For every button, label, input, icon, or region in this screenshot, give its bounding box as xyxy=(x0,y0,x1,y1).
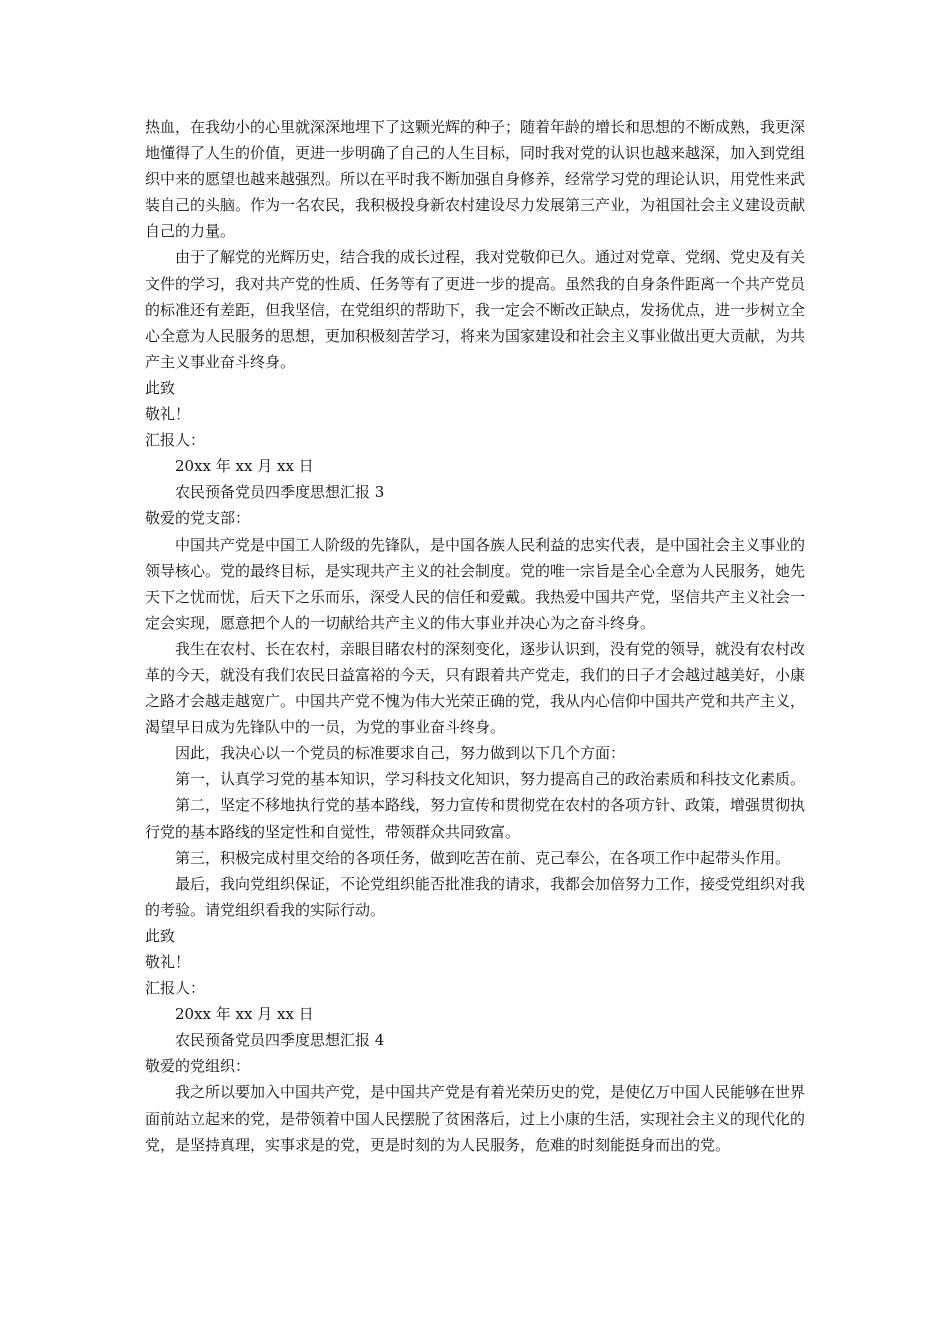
reporter-label: 汇报人： xyxy=(145,431,206,450)
closing-regards: 敬礼！ xyxy=(145,953,191,971)
paragraph: 因此，我决心以一个党员的标准要求自己，努力做到以下几个方面： xyxy=(175,744,626,763)
paragraph-intro: 热血，在我幼小的心里就深深地埋下了这颗光辉的种子；随着年龄的增长和思想的不断成熟，我更深地懂得了人生的价值，更进一步明确了自己的人生目标，同时我对党的认识也越来越深，加入到党组织中来的愿望也越来越强烈。所以在平时我不断加强自身修养，经常学习党的理论认识，用党性来武装自己的头脑。作为一名农民，我积极投身新农村建设尽力发展第三产业，为祖国社会主义建设贡献自己的力量。 xyxy=(145,118,806,241)
reporter-label: 汇报人： xyxy=(145,979,206,998)
paragraph: 最后，我向党组织保证，不论党组织能否批准我的请求，我都会加倍努力工作，接受党组织对我的考验。请党组织看我的实际行动。 xyxy=(145,874,806,919)
paragraph: 第三，积极完成村里交给的各项任务，做到吃苦在前、克己奉公，在各项工作中起带头作用。 xyxy=(175,848,791,867)
paragraph: 我之所以要加入中国共产党，是中国共产党是有着光荣历史的党，是使亿万中国人民能够在世界面前站立起来的党，是带领着中国人民摆脱了贫困落后，过上小康的生活，实现社会主义的现代化的党，是坚持真理，实事求是的党，更是时刻的为人民服务，危难的时刻能挺身而出的党。 xyxy=(145,1083,806,1154)
section-title: 农民预备党员四季度思想汇报 3 xyxy=(175,483,385,502)
paragraph: 第一，认真学习党的基本知识，学习科技文化知识，努力提高自己的政治素质和科技文化素质。 xyxy=(175,770,806,789)
closing-regards: 敬礼！ xyxy=(145,405,191,424)
paragraph: 我生在农村、长在农村，亲眼目睹农村的深刻变化，逐步认识到，没有党的领导，就没有农村改革的今天，就没有我们农民日益富裕的今天，只有跟着共产党走，我们的日子才会越过越美好，小康之路才会越走越宽广。中国共产党不愧为伟大光荣正确的党，我从内心信仰中国共产党和共产主义，渴望早日成为先锋队中的一员，为党的事业奋斗终身。 xyxy=(145,639,806,737)
document-page xyxy=(145,114,805,1158)
salutation: 敬爱的党支部： xyxy=(145,509,251,528)
section-title: 农民预备党员四季度思想汇报 4 xyxy=(175,1031,385,1050)
closing-salute: 此致 xyxy=(145,926,176,945)
closing-salute: 此致 xyxy=(145,378,176,397)
paragraph: 由于了解党的光辉历史，结合我的成长过程，我对党敬仰已久。通过对党章、党纲、党史及有关文件的学习，我对共产党的性质、任务等有了更进一步的提高。虽然我的自身条件距离一个共产党员的标准还有差距，但我坚信，在党组织的帮助下，我一定会不断改正缺点，发扬优点，进一步树立全心全意为人民服务的思想，更加积极刻苦学习，将来为国家建设和社会主义事业做出更大贡献，为共产主义事业奋斗终身。 xyxy=(145,248,806,371)
paragraph: 中国共产党是中国工人阶级的先锋队，是中国各族人民利益的忠实代表，是中国社会主义事业的领导核心。党的最终目标，是实现共产主义的社会制度。党的唯一宗旨是全心全意为人民服务，她先天下之忧而忧，后天下之乐而乐，深受人民的信任和爱戴。我热爱中国共产党，坚信共产主义社会一定会实现，愿意把个人的一切献给共产主义的伟大事业并决心为之奋斗终身。 xyxy=(145,535,806,632)
report-date: 20xx 年 xx 月 xx 日 xyxy=(175,457,314,476)
salutation: 敬爱的党组织： xyxy=(145,1057,251,1076)
report-date: 20xx 年 xx 月 xx 日 xyxy=(175,1005,314,1024)
paragraph: 第二，坚定不移地执行党的基本路线，努力宣传和贯彻党在农村的各项方针、政策，增强贯彻执行党的基本路线的坚定性和自觉性，带领群众共同致富。 xyxy=(145,796,806,841)
